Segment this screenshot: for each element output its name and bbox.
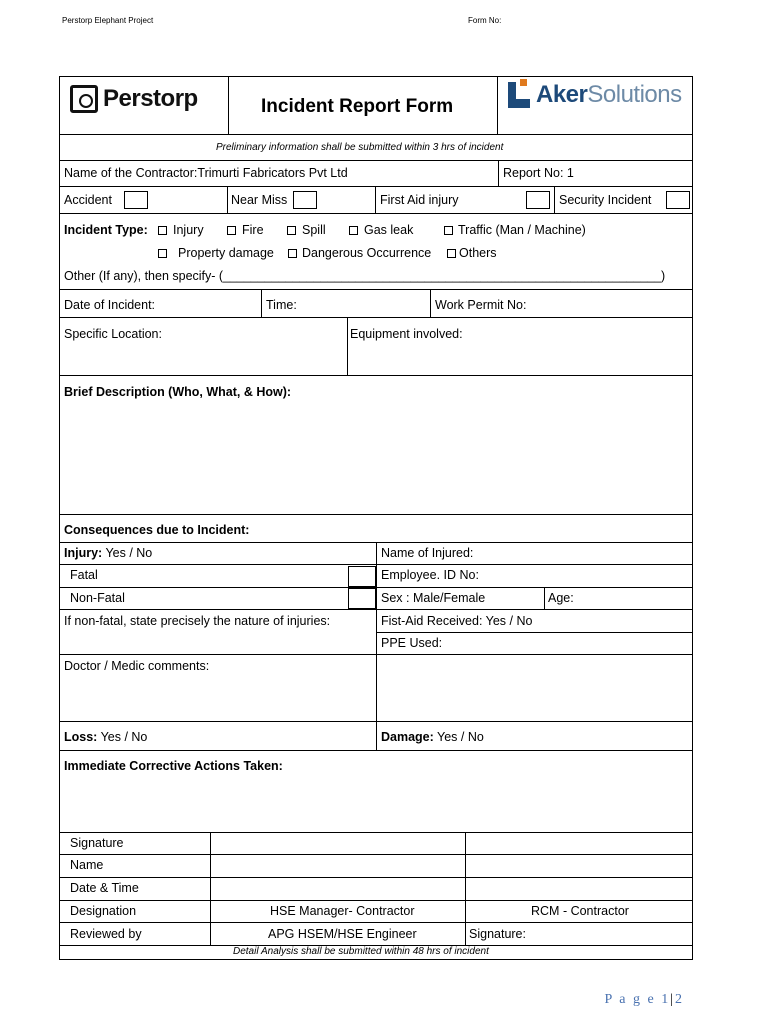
property-damage-option: Property damage [178, 246, 274, 260]
first-aid-checkbox[interactable] [526, 191, 550, 209]
security-incident-checkbox[interactable] [666, 191, 690, 209]
date-of-incident-field[interactable]: Date of Incident: [64, 298, 156, 312]
fatal-checkbox[interactable] [348, 566, 376, 587]
aker-solutions-logo: AkerSolutions [508, 81, 682, 109]
reviewed-by-label: Reviewed by [70, 927, 142, 941]
dangerous-occurrence-option: Dangerous Occurrence [302, 246, 432, 260]
name-of-injured-field[interactable]: Name of Injured: [381, 546, 474, 560]
security-incident-label: Security Incident [559, 193, 652, 207]
spill-option: Spill [302, 223, 326, 237]
injury-yes-no[interactable]: Injury: Yes / No [64, 546, 153, 560]
accident-label: Accident [64, 193, 112, 207]
property-damage-checkbox[interactable] [158, 249, 167, 258]
ppe-used-field[interactable]: PPE Used: [381, 636, 443, 650]
reviewer-signature-field[interactable]: Signature: [469, 927, 526, 941]
injury-option: Injury [173, 223, 204, 237]
work-permit-field[interactable]: Work Permit No: [435, 298, 527, 312]
form-no-label: Form No: [468, 16, 502, 25]
traffic-option: Traffic (Man / Machine) [458, 223, 586, 237]
fire-checkbox[interactable] [227, 226, 236, 235]
employee-id-field[interactable]: Employee. ID No: [381, 568, 479, 582]
gas-leak-option: Gas leak [364, 223, 414, 237]
form-title: Incident Report Form [261, 96, 454, 117]
specific-location-field[interactable]: Specific Location: [64, 327, 162, 341]
perstorp-logo-icon [70, 85, 98, 113]
nature-of-injuries-field[interactable]: If non-fatal, state precisely the nature of injuries: [64, 614, 331, 628]
signature-label: Signature [70, 836, 124, 850]
traffic-checkbox[interactable] [444, 226, 453, 235]
page-number: P a g e 1|2 [604, 992, 684, 1007]
consequences-heading: Consequences due to Incident: [64, 523, 250, 537]
accident-checkbox[interactable] [124, 191, 148, 209]
spill-checkbox[interactable] [287, 226, 296, 235]
name-label: Name [70, 858, 104, 872]
equipment-field[interactable]: Equipment involved: [350, 327, 463, 341]
date-time-label: Date & Time [70, 881, 139, 895]
others-option: Others [459, 246, 497, 260]
others-checkbox[interactable] [447, 249, 456, 258]
report-no: Report No: 1 [503, 166, 574, 180]
age-field[interactable]: Age: [548, 591, 574, 605]
sex-field[interactable]: Sex : Male/Female [381, 591, 486, 605]
injury-checkbox[interactable] [158, 226, 167, 235]
perstorp-logo: Perstorp [70, 85, 198, 113]
project-header: Perstorp Elephant Project [62, 16, 154, 25]
contractor-name: Name of the Contractor:Trimurti Fabricators Pvt Ltd [64, 166, 348, 180]
other-specify-field[interactable]: Other (If any), then specify- (_______________________________________________________________) [64, 269, 666, 283]
apg-engineer: APG HSEM/HSE Engineer [268, 927, 417, 941]
non-fatal-label: Non-Fatal [70, 591, 125, 605]
incident-type-label: Incident Type: [64, 223, 148, 237]
aker-logo-icon [508, 82, 530, 108]
rcm-designation: RCM - Contractor [531, 904, 629, 918]
corrective-actions-field[interactable]: Immediate Corrective Actions Taken: [64, 759, 283, 773]
non-fatal-checkbox[interactable] [348, 588, 376, 609]
brief-description-field[interactable]: Brief Description (Who, What, & How): [64, 385, 292, 399]
near-miss-label: Near Miss [231, 193, 288, 207]
fire-option: Fire [242, 223, 264, 237]
loss-yes-no[interactable]: Loss: Yes / No [64, 730, 148, 744]
hse-manager-designation: HSE Manager- Contractor [270, 904, 415, 918]
gas-leak-checkbox[interactable] [349, 226, 358, 235]
first-aid-label: First Aid injury [380, 193, 459, 207]
time-field[interactable]: Time: [266, 298, 297, 312]
prelim-note: Preliminary information shall be submitted within 3 hrs of incident [216, 142, 504, 153]
doctor-comments-field[interactable]: Doctor / Medic comments: [64, 659, 210, 673]
damage-yes-no[interactable]: Damage: Yes / No [381, 730, 484, 744]
dangerous-occurrence-checkbox[interactable] [288, 249, 297, 258]
first-aid-received-field[interactable]: Fist-Aid Received: Yes / No [381, 614, 533, 628]
detail-analysis-note: Detail Analysis shall be submitted within 48 hrs of incident [233, 946, 489, 957]
incident-form [59, 76, 693, 960]
designation-label: Designation [70, 904, 137, 918]
fatal-label: Fatal [70, 568, 98, 582]
near-miss-checkbox[interactable] [293, 191, 317, 209]
